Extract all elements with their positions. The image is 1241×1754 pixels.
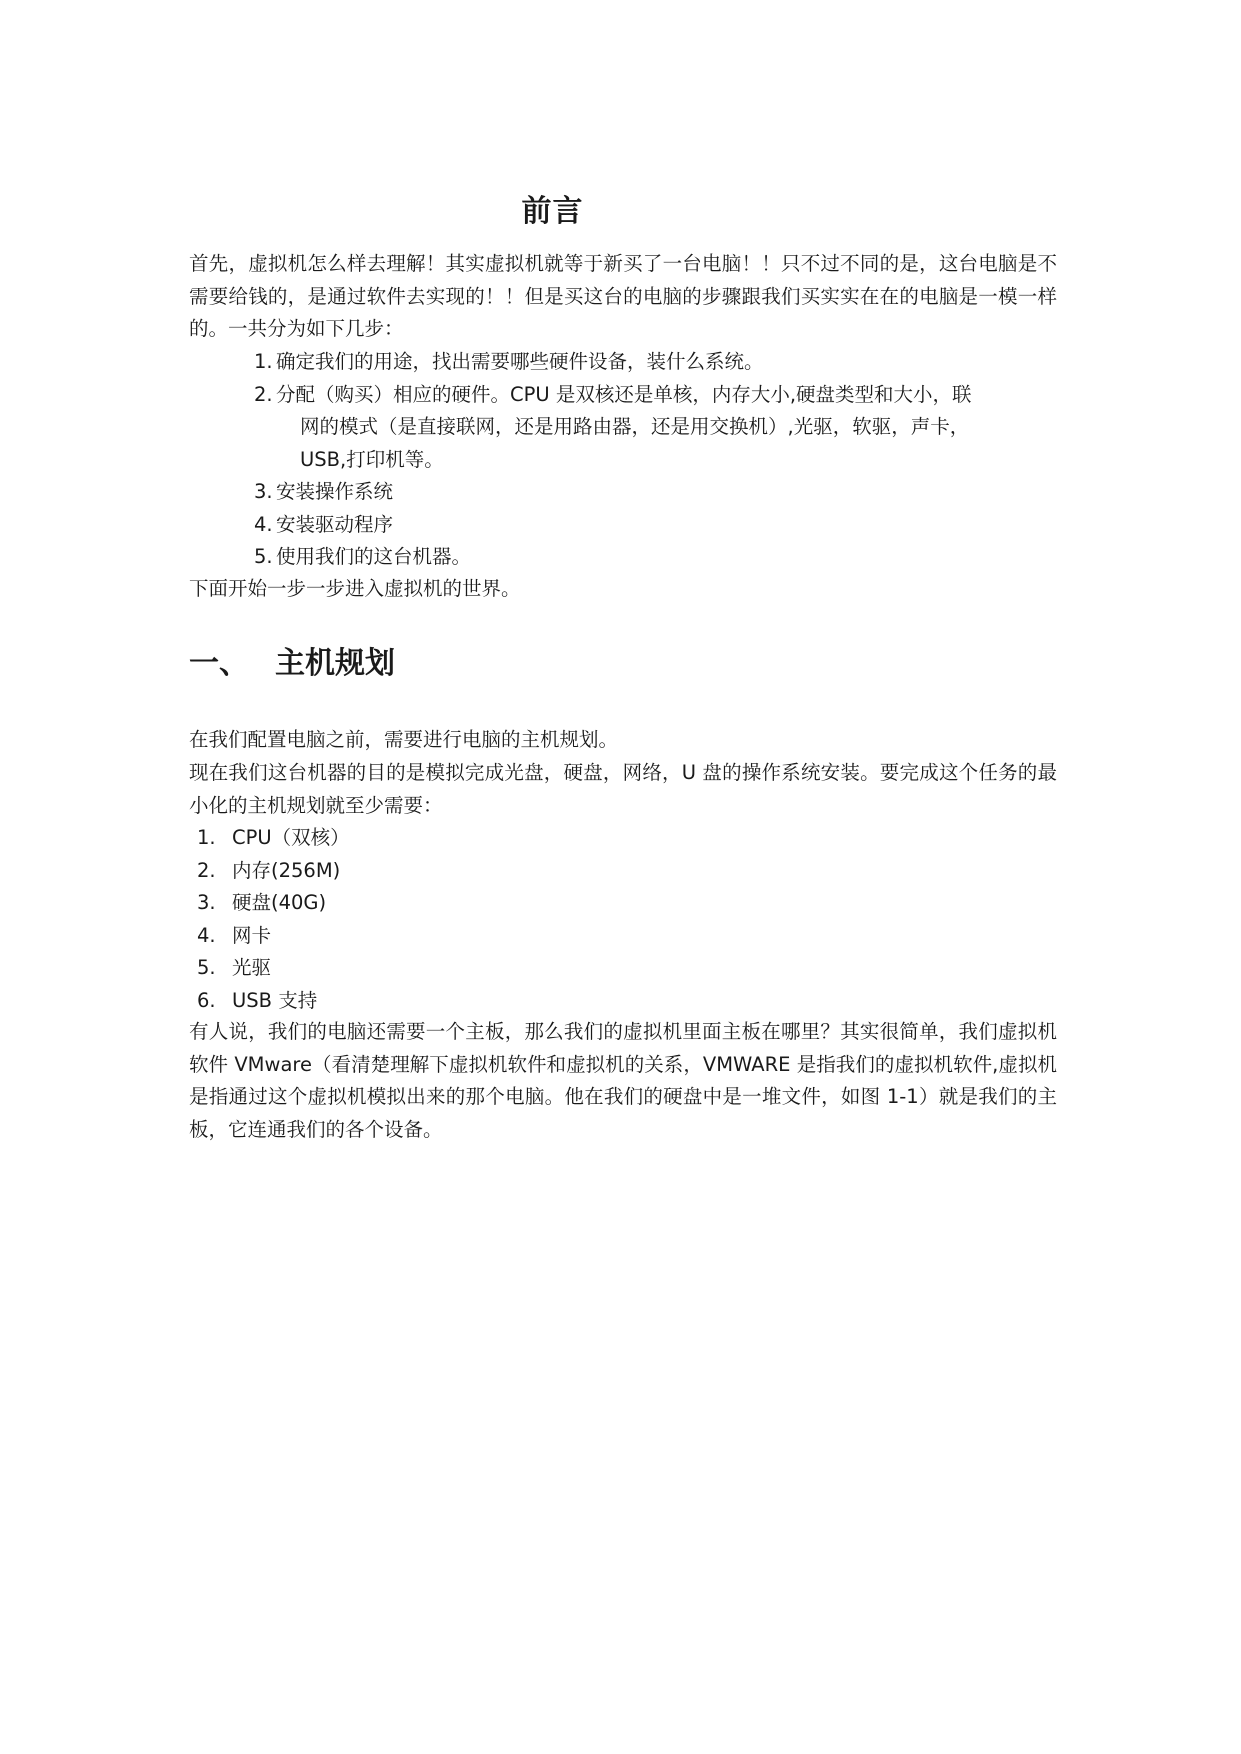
list-item-number: 3. xyxy=(254,480,273,503)
host-plan-list xyxy=(189,822,350,1017)
section-heading xyxy=(189,644,395,684)
list-item xyxy=(189,541,1057,574)
list-item xyxy=(189,855,350,888)
list-item-text: USB 支持 xyxy=(232,988,318,1012)
section-paragraph: 有人说，我们的电脑还需要一个主板，那么我们的虚拟机里面主板在哪里？其实很简单，我们虚拟机软件 VMware（看清楚理解下虚拟机软件和虚拟机的关系，VMWARE 是指我们的虚拟机软件,虚拟机是指通过这个虚拟机模拟出来的那个电脑。他在我们的硬盘中是一堆文件，如图 1-1）就是我们的主板，它连通我们的各个设备。 xyxy=(189,1020,1057,1141)
list-item-number: 4. xyxy=(197,923,216,947)
page-title: 前言 xyxy=(521,194,584,229)
list-item-text: CPU（双核） xyxy=(232,826,350,849)
list-item-number: 6. xyxy=(197,988,216,1012)
outro-paragraph: 下面开始一步一步进入虚拟机的世界。 xyxy=(189,577,521,600)
list-item-number: 1. xyxy=(254,350,273,373)
section-number: 一、 xyxy=(189,646,249,681)
list-item xyxy=(189,379,1057,477)
list-item-continuation: 网的模式（是直接联网，还是用路由器，还是用交换机）,光驱，软驱，声卡， xyxy=(300,415,970,438)
list-item-continuation: USB,打印机等。 xyxy=(300,447,444,471)
steps-list xyxy=(189,346,1057,574)
list-item xyxy=(189,476,1057,509)
list-item xyxy=(189,822,350,855)
section-paragraph: 现在我们这台机器的目的是模拟完成光盘，硬盘，网络，U 盘的操作系统安装。要完成这个任务的最小化的主机规划就至少需要： xyxy=(189,761,1057,817)
list-item-number: 2. xyxy=(197,858,216,882)
list-item-text: 安装操作系统 xyxy=(276,480,394,503)
list-item xyxy=(189,509,1057,542)
list-item xyxy=(189,920,350,953)
section-title: 主机规划 xyxy=(275,646,395,681)
list-item-text: 安装驱动程序 xyxy=(276,512,394,536)
list-item xyxy=(189,985,350,1018)
list-item-number: 5. xyxy=(254,545,273,568)
list-item-text: 光驱 xyxy=(232,956,272,979)
list-item-text: 内存(256M) xyxy=(232,858,341,882)
list-item-number: 1. xyxy=(197,826,216,849)
list-item xyxy=(189,952,350,985)
list-item-number: 3. xyxy=(197,891,216,914)
list-item-number: 5. xyxy=(197,956,216,979)
list-item-text: 分配（购买）相应的硬件。CPU 是双核还是单核，内存大小,硬盘类型和大小，联 xyxy=(276,382,972,406)
list-item xyxy=(189,346,1057,379)
list-item-text: 使用我们的这台机器。 xyxy=(276,545,472,568)
list-item-number: 4. xyxy=(254,512,273,536)
section-paragraph: 在我们配置电脑之前，需要进行电脑的主机规划。 xyxy=(189,728,619,751)
list-item-text: 确定我们的用途，找出需要哪些硬件设备，装什么系统。 xyxy=(276,350,764,373)
list-item-text: 网卡 xyxy=(232,923,272,947)
list-item-text: 硬盘(40G) xyxy=(232,891,327,914)
list-item-number: 2. xyxy=(254,382,273,406)
list-item xyxy=(189,887,350,920)
intro-paragraph: 首先，虚拟机怎么样去理解！其实虚拟机就等于新买了一台电脑！！只不过不同的是，这台电脑是不需要给钱的，是通过软件去实现的！！但是买这台的电脑的步骤跟我们买实实在在的电脑是一模一样的。一共分为如下几步： xyxy=(189,252,1057,340)
